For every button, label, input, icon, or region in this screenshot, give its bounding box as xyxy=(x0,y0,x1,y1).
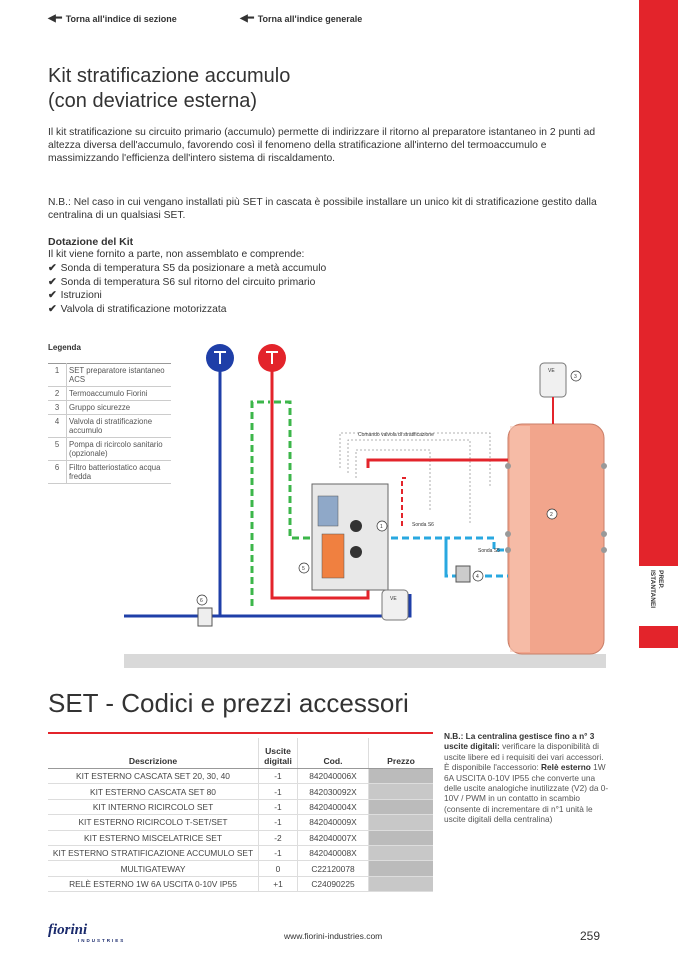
table-row: KIT ESTERNO CASCATA SET 80 -1 842030092X xyxy=(48,784,433,799)
list-item: ✔ Sonda di temperatura S6 sul ritorno del circuito primario xyxy=(48,276,316,288)
tank-port xyxy=(505,547,511,553)
codes-table xyxy=(48,738,433,892)
tank-port xyxy=(601,463,607,469)
table-row: 6 Filtro batteriostatico acqua fredda xyxy=(48,461,171,484)
svg-text:2: 2 xyxy=(550,512,553,518)
table-row: KIT ESTERNO CASCATA SET 20, 30, 40 -1 842040006X xyxy=(48,769,433,784)
tank-port xyxy=(601,547,607,553)
marker-5 xyxy=(299,563,309,573)
section-color-bar xyxy=(639,0,678,648)
stratification-valve xyxy=(456,566,470,582)
check-icon: ✔ xyxy=(48,276,57,288)
tank-port xyxy=(601,531,607,537)
set-pump xyxy=(350,546,362,558)
check-icon: ✔ xyxy=(48,303,57,315)
dotazione-intro: Il kit viene fornito a parte, non assemblato e comprende: xyxy=(48,249,305,260)
red-divider xyxy=(48,732,433,734)
dotazione-title: Dotazione del Kit xyxy=(48,236,134,248)
back-arrow-icon: ◀━ xyxy=(240,13,254,24)
nav-section-index[interactable]: ◀━ Torna all'indice di sezione xyxy=(48,13,177,24)
kit-description: Il kit stratificazione su circuito primario (accumulo) permette di indirizzare il ritorno al preparatore istantaneo in 2 punti ad altezza diversa dell'accumulo, favorendo così il fenomeno della stratificazione all'interno del termoaccumulo e massimizzando l'efficienza dell'intero sistema di riscaldamento. xyxy=(48,127,596,165)
kit-note: N.B.: Nel caso in cui vengano installati più SET in cascata è possibile installare un unico kit di stratificazione gestito dalla centralina di un qualsiasi SET. xyxy=(48,197,597,222)
table-row: KIT ESTERNO MISCELATRICE SET -2 842040007X xyxy=(48,830,433,845)
website-link[interactable]: www.fiorini-industries.com xyxy=(284,931,383,941)
kit-title: Kit stratificazione accumulo (con deviatrice esterna) xyxy=(48,65,291,112)
dotazione-list xyxy=(48,262,326,316)
legend-title: Legenda xyxy=(48,343,81,352)
ve-label: VE xyxy=(390,596,397,602)
section-tab[interactable]: PREP. ISTANTANEI xyxy=(639,566,678,626)
nav-general-index[interactable]: ◀━ Torna all'indice generale xyxy=(240,13,363,24)
set-pump xyxy=(350,520,362,532)
table-header-row xyxy=(48,738,433,769)
fiorini-logo[interactable]: fiorini INDUSTRIES xyxy=(48,922,126,943)
header-descrizione: Descrizione xyxy=(48,738,259,769)
svg-text:6: 6 xyxy=(200,598,203,604)
expansion-vessel xyxy=(382,590,408,620)
list-item: ✔ Valvola di stratificazione motorizzata xyxy=(48,303,227,315)
svg-text:3: 3 xyxy=(574,374,577,380)
table-row: RELÈ ESTERNO 1W 6A USCITA 0-10V IP55 +1 C24090225 xyxy=(48,876,433,891)
floor xyxy=(124,654,606,668)
table-row: 4 Valvola di stratificazione accumulo xyxy=(48,415,171,438)
tank-highlight xyxy=(510,426,530,652)
table-row: 3 Gruppo sicurezze xyxy=(48,401,171,415)
set-display xyxy=(318,496,338,526)
check-icon: ✔ xyxy=(48,290,57,301)
list-item: ✔ Sonda di temperatura S5 da posizionare a metà accumulo xyxy=(48,263,327,274)
sonda-s6-label: Sonda S6 xyxy=(412,522,434,528)
table-row: 2 Termoaccumulo Fiorini xyxy=(48,387,171,401)
table-row: 1 SET preparatore istantaneo ACS xyxy=(48,364,171,387)
marker-6 xyxy=(197,595,207,605)
table-row: KIT ESTERNO RICIRCOLO T-SET/SET -1 842040009X xyxy=(48,815,433,830)
check-icon: ✔ xyxy=(48,263,57,274)
marker-1 xyxy=(377,521,387,531)
tank-port xyxy=(505,463,511,469)
page-number: 259 xyxy=(580,929,601,943)
table-row: KIT ESTERNO STRATIFICAZIONE ACCUMULO SET -1 842040008X xyxy=(48,845,433,860)
hot-return-pipe xyxy=(402,478,406,526)
table-row: 5 Pompa di ricircolo sanitario (opzionale) xyxy=(48,438,171,461)
header-cod: Cod. xyxy=(298,738,369,769)
sonda-s5-label: Sonda S5 xyxy=(478,548,500,554)
table-row: MULTIGATEWAY 0 C22120078 xyxy=(48,861,433,876)
bacteriostatic-filter xyxy=(198,608,212,626)
header-uscite: Uscite digitali xyxy=(259,738,298,769)
installation-diagram xyxy=(120,338,610,673)
set-exchanger xyxy=(322,534,344,578)
table-row: KIT INTERNO RICIRCOLO SET -1 842040004X xyxy=(48,799,433,814)
codes-note: N.B.: La centralina gestisce fino a n° 3 uscite digitali: verificare la disponibilità di uscite libere ed i requisiti dei vari accessori. È disponibile l'accessorio: Relè esterno 1W 6A USCITA 0-10V IP55 che converte una delle uscite analogiche inutilizzate (V2) da 0-10V / PWM in un contatto in scambio (consente di incrementare di n°1 unità le uscite digitali della centralina) xyxy=(444,731,609,825)
marker-3 xyxy=(571,371,581,381)
marker-4 xyxy=(473,571,483,581)
primary-flow-pipe xyxy=(368,460,508,468)
return-pipe xyxy=(380,538,508,576)
svg-text:5: 5 xyxy=(302,566,305,572)
back-arrow-icon: ◀━ xyxy=(48,13,62,24)
return-pipe-upper xyxy=(446,538,508,574)
svg-text:4: 4 xyxy=(476,574,479,580)
header-prezzo: Prezzo xyxy=(369,738,434,769)
list-item: ✔ Istruzioni xyxy=(48,290,102,301)
codes-title: SET - Codici e prezzi accessori xyxy=(48,688,409,718)
tank-port xyxy=(505,531,511,537)
comando-label: Comando valvola di stratificazione xyxy=(358,432,434,438)
marker-2 xyxy=(547,509,557,519)
svg-text:1: 1 xyxy=(380,524,383,530)
ve-label: VE xyxy=(548,368,555,374)
